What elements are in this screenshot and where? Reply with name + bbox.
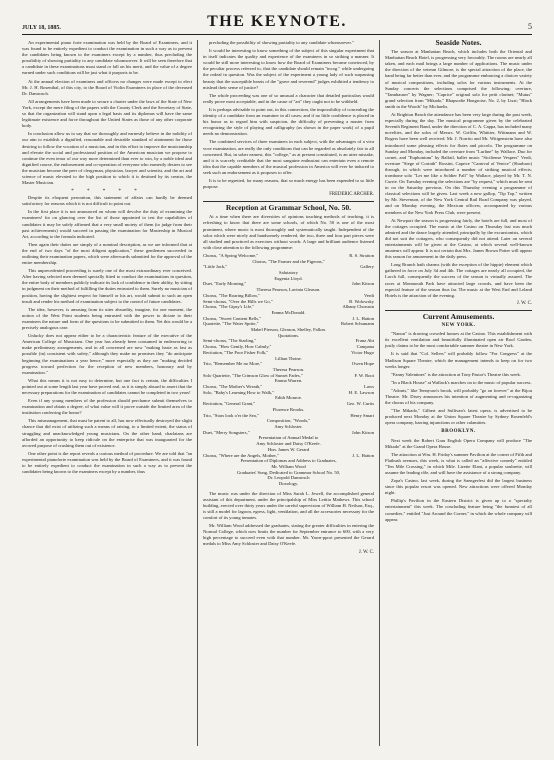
paragraph: "In a Black House" at Wallack's marches on to the music of popular success.: [391, 379, 532, 385]
paragraph: "The Mikado," Gilbert and Sullivan's latest opera, is advertised to be produced next Monday at the Union Square Theatre by Sydney Rosenfeld's opera company, barring injunctions or other calamities.: [385, 408, 532, 426]
programme-row: Mr. William Wood: [271, 463, 306, 469]
paragraph: The idea, however, is amusing from its utter absurdity, imagine, for one moment, the notion of the West Point students being entrusted with the power to dictate to their examiners the nature and form of the questions to be submitted to them. Yet this would be a precisely analogous case.: [22, 306, 192, 331]
paragraph: One other point is the report reveals a curious method of procedure. We are told that "an experimental pianoforte examination was held by the Board of Examiners, and it was found to be entirely expedient to conduct the examination in such a way as to prevent the candidates being known to the examiners except by a number, thus: [22, 450, 192, 475]
paragraph: Phillip's Pavilion in the Eastern District is given up to a "specialty entertainment" this week. The concluding feature being "the funniest of all comedies," entitled "Just Around the Corner," in which the whole company will appear.: [385, 498, 532, 522]
paragraph: At Brighton Beach the attendance has been very large during the past week, especially during the day. The musical programme given by the celebrated Seventh Regiment Band, under the direction of C. A. Cappa, has included many novelties, and the solos of Messrs. W. Griffin, Whittier, Wittmann and W. Rogers have been well received. Mr. J. Norrito and Mr. Wittgenstein have also introduced some pleasing effects for flutes and piccolo. The programme on Sunday and Monday, included the overture from "Lurline" by Wallace, Duo for cornet, and "Euphonium" by Balfail, ballet music "Siciliense Vespers" Verdi, overture "Siege of Corinth" Rossini, Caprice "Carnival of Venice" (Sbarbaro) through, in which were introduced a number of striking musical effects; trombone solo "Let me like a Soldier Fall" by Wallace, played by Mr. T. N. Currie. On Tuesday evening the selections are "by request," which must be sent in on the Saturday previous. On this Thursday evening a programme of classical selections will be given. Last week a new gallop, "Tip Top," written by Mr. Stevenson, of the New York Central Rail Road Company was played, and on Monday evening, the Mexican officers, accompanied by various members of the New York Press Club, were present.: [385, 112, 532, 215]
programme-item: Duet, "Early Morning,": [203, 281, 247, 287]
programme-item: "Little Jack,": [203, 264, 228, 270]
programme-item: Semi-chorus, "The Starling,": [203, 338, 257, 344]
programme-row: Composition, "Woods,": [266, 418, 311, 424]
paragraph: At Newport the season is progressing fairly, the hotels are full, and most of the cottages occupied. The music at the Casino on Thursday last was much admired and the dance largely attended, principally by the excursionists, which did not suit the cottagers, who consequently did not attend. Later on several entertainments will be given at the Casino, at which several well-known amateurs will appear. It is not certain that Mrs. James Brown Potter will appear this season for amusement in the daily press.: [385, 217, 532, 260]
programme-composer: Gallery: [360, 264, 374, 270]
programme-composer: F. W. Root: [354, 372, 374, 378]
programme-item: Quartette, "The Water Sprite,": [203, 321, 259, 327]
section-divider-stars: * * * * *: [71, 189, 143, 195]
programme-composer: Geo. W. Curtis: [346, 401, 374, 407]
programme-row: Doxology.: [278, 481, 299, 487]
programme-row: Emma Warren.: [274, 378, 303, 384]
programme-composer: J. L. Hatton: [352, 452, 374, 458]
programme-row: Hon. James W. Gerard: [267, 446, 310, 452]
new-york-paragraphs: [385, 331, 532, 426]
programme-item: Chorus, "Sweet Content Bells,": [203, 315, 261, 321]
programme-row: Chorus, "The Farmer and the Pigeons,": [252, 258, 325, 264]
programme-row: Emma McDonald.: [271, 309, 306, 315]
programme-row: Mabel Pierson, Gleason, Shelley, Fallon.: [251, 327, 326, 333]
programme-row: Theresa Pearson.: [272, 366, 305, 372]
column-2: [197, 40, 379, 746]
article-signature: FREDERIC ARCHER.: [329, 192, 374, 198]
programme-row: Theresa Pearson, Lavinia Gleason.: [256, 287, 321, 293]
paragraph: All arrangements have been made to secure a charter under the laws of the State of New York, except the mere filing of the papers with the County Clerk and the Secretary of State, so that the organization will stand upon a legal basis and its diplomas will have the same legitimate existence and force throughout the United States as those of any other corporate body.: [22, 98, 192, 129]
paragraph: Despite its eloquent peroration, this statement of affairs can hardly be deemed satisfactory for reasons which it is not difficult to point out.: [22, 195, 192, 207]
programme-row: Edith Monroe.: [275, 395, 302, 401]
programme-item: Chorus, "The Mother's Wreath,": [203, 384, 263, 390]
paragraph: The season at Manhattan Beach, which includes both the Oriental and Manhattan Beach Hotel, is progressing very favorably. The rooms are nearly all taken, and each mail brings a large number of applications. The music under the direction of the veteran Gilmore, is the special attraction of the place, the band being far better than ever, and the programme embracing a choicer variety of musical compositions, including solos for various instruments. At the Sunday concerts the selections comprised the following: overture, "Tannhauser" by Wagner; "Caprice" original solo for petit clarinet; "Mutus" grand selection from "Mikado," Rhapsodie Hongroise, No. 2, by Liszt; "Black smith in the Woods" by Michaelis.: [385, 49, 532, 109]
programme-composer: Robert Schumann: [340, 321, 374, 327]
paragraph: The attraction at Wm. H. Friday's summer Pavilion at the corner of Fifth and Flatbush avenues, this week, is what is called an "affective comedy" entitled "Ten Mile Crossing," in which Mile. Lizette Elani, a popular soubrette, will assume the leading rôle, and will have the assistance of a strong company.: [385, 451, 532, 475]
paragraph: precluding the possibility of showing partiality to any candidate whomsoever.": [209, 40, 354, 45]
programme-item: Solo Quartette, "The Crimson Glow of Sunset Fades,": [203, 372, 303, 378]
programme-composer: H. E. Lawson: [348, 389, 374, 395]
column-3: [379, 40, 532, 746]
programme-row: Graduates' Song, Dedicated to Grammar School No. 50,: [236, 469, 341, 475]
brooklyn-paragraphs: [385, 438, 532, 523]
paragraph: It is to be regretted, for many reasons, that so much energy has been expended to so little purpose.: [203, 177, 374, 190]
paragraph: What this means it is not easy to determine, but one fact is certain, the difficulties I pointed out at some length last year have proved real, as it is simply absurd to assert that the necessary preparations for the examination of candidates cannot be completed in two years!: [22, 377, 192, 395]
reception-intro: At a time when there are diversities of opinions touching methods of teaching, it is refreshing to know that there are some schools, of which No. 50 is one of the most prominent, where music is most thoroughly and systematically taught. Independent of the solos which were nicely and handsomely rendered, the two, three and four part pieces were all studied and practiced as exercises without words. A large and brilliant audience listened with close attention to the following programme:: [203, 214, 374, 250]
programme-row: Amy Schloster and Daisy O'Keefe.: [256, 441, 321, 447]
article-heading-amusements: Current Amusements.: [385, 310, 532, 320]
paragraph: In the first place it is not announced on whom will devolve the duty of examining the examiners! for on glancing over the list of those appointed to test the capabilities of candidates it may be safely affirmed that a very small moiety of them (to judge from their past achievements) would succeed in passing the examination for Mastership in Musical Art, according to the formula indicated.: [22, 209, 192, 239]
paragraph: Long Branch hath charms (with the exception of the hippie) element which gathered in force on July 3d and 4th. The cottages are nearly all occupied, the Lorch full, consequently the success of the season is virtually assured. The races at Monmouth Park have attracted large crowds, and have been the especial feature of the season thus far. The music at the West End and Leland Hotels is the attraction of the evening.: [385, 262, 532, 298]
programme-row: Amy Schloster.: [274, 424, 303, 429]
paragraph: This mismanagement, that must be patent to all, has now effectually destroyed the slight chance that did exist of utilizing such a means of raising, to a limited extent, the status of struggling and unacknowledged young musicians. On the other hand, charlatans are afforded an opportunity to keep ridicule on the enterprise that was inaugurated for the avowed purpose of crushing them out of existence.: [22, 418, 192, 448]
programme-composer: Owen Hope: [351, 361, 374, 367]
programme-item: Chorus, "The Roaring Billow,": [203, 292, 260, 298]
paragraph: "Fanny Valentines" is the attraction at Tony Pastor's Theatre this week.: [391, 371, 521, 377]
article-heading-reception: Reception at Grammar School, No. 50.: [203, 201, 374, 211]
programme-item: Chorus, "A Spring Welcome,": [203, 252, 259, 258]
programme-row: Presentation of Diplomas and Address to Graduates,: [240, 458, 337, 464]
paragraph: The music was under the direction of Miss Sarah L. Jewell, the accomplished general assistant of this department, under the principalship of Miss Letitia Mathews. This school building, erected over thirty years under the careful supervision of William H. Neilson, Esq., is still a model for lagoon, egress, light, ventilation, and all the accessories necessary for the comfort of its young inmates.: [203, 490, 374, 521]
programme-item: Duet, "Merry Songsters,": [203, 429, 250, 435]
reception-signature: J. W. C.: [358, 549, 374, 555]
programme-composer: Victor Hugo: [351, 349, 374, 355]
paragraph: "Nanon" is drawing crowded houses at the Casino. This establishment with its excellent ventilation and beautifully illuminated open air Roof Garden, justly claims to be the most comfortable summer theatre in New York.: [385, 331, 532, 349]
programme-row: [203, 253, 374, 259]
paragraph: An experimental piano forte examination was held by the Board of Examiners, and it was found to be entirely expedient to conduct the examination in such a way as to prevent the candidates being known to the examiners except by a number, thus precluding the possibility of showing partiality to any candidate whomsoever. It will be seen therefore that a candidate in these examinations must stand or fall on his merit, and the value of a degree earned under such conditions will be just what it purports to be.: [22, 40, 192, 76]
programme-item: Trio, "Stars look o'er the Sea,": [203, 412, 259, 418]
paragraph: Then again their duties are simply of a nominal description, as we are informed that at the end of two days "of the most diligent application," these gentlemen succeeded in outlining their examination papers, which were afterwards submitted for the approval of the entire membership.: [22, 241, 192, 266]
paragraph: It would be interesting to know something of the subject of this singular experiment that in itself indicates the quality and experience of the examiners in so striking a manner. It would be still more interesting to know how the Board of Examiners became convinced, by the peculiar process referred to, that the candidate should remain "incog." while undergoing the ordeal in question. Was the subject of the experiment a young lady of such surpassing beauty that the susceptible hearts of the "grave and reverend" judges exhibited a tendency to mislead their sense of justice?: [203, 48, 374, 90]
programme-composer: John Kitson: [351, 429, 374, 435]
paragraph: Mr. William Wood addressed the graduates, stating the greater difficulties in entering the Normal College, which now limits the number for September entrance to 600, with a very high percentage to succeed even with that number. Mr. Yawn-ppori presented the Gerard medals to Miss Amy Schloster and Daisy O'Keefe.: [203, 523, 374, 547]
paragraph: It is said that "Col. Sellers" will probably follow "For Congress" at the Madison Square Theatre, which the management intends to keep on for two weeks longer.: [385, 351, 532, 369]
programme-composer: Laws: [364, 384, 374, 390]
programme-composer: R. S. Stratton: [349, 252, 374, 258]
issue-date: JULY 18, 1885.: [22, 25, 61, 31]
programme-item: Trio, "Remember Me no More,": [203, 361, 263, 367]
paragraph: This unprecedented proceeding is surely one of the most extraordinary ever conceived. After having selected men deemed specially fitted to conduct the examinations in question, the entire body of members publicly indicate its lack of confidence in their ability, by sitting in judgment on their method of fulfilling the duties entrusted to them. Surely no musician of position, having the slightest respect for himself or his art, would submit to such an open insult and render his method of examination subject to the control of future candidates.: [22, 268, 192, 304]
programme-list: [203, 253, 374, 487]
paragraph: Zopa's Casino, last week, during the Saengerfest did the largest business since this popular resort was opened. New attractions were offered Monday night.: [385, 478, 532, 496]
seaside-signature: J. W. C.: [516, 300, 532, 306]
reception-closing-paragraphs: [203, 491, 374, 548]
programme-row: Salutatory: [279, 270, 298, 276]
masthead: [22, 6, 532, 35]
programme-row: Quotations.: [277, 332, 300, 338]
column-1-paragraphs: [22, 40, 192, 186]
programme-item: Recitation, "The Poor Fisher Folk,": [203, 349, 269, 355]
programme-row: Lillian Thrine.: [275, 355, 302, 361]
paragraph: "Adonis," like Tennyson's brook, will probably "go on forever" at the Bijou Theatre. Mr. Dixey announces his intention of augmenting and re-organizing the chorus of his company.: [385, 387, 532, 406]
programme-composer: Franz Abt: [355, 338, 374, 344]
paper-title: THE KEYNOTE.: [207, 13, 347, 30]
programme-item: Chorus, "How Gently, How Calmly,": [203, 344, 272, 350]
column-1: [22, 40, 197, 746]
programme-item: Chorus, "The Gipsy's Life,": [203, 304, 255, 310]
programme-item: Recitation, "General Grant,": [203, 401, 256, 407]
programme-item: Solo, "Baby's Learning How to Walk,": [203, 389, 275, 395]
paragraph: Next week the Robert Grau English Opera Company will produce "The Mikado" at the Grand Opera House.: [385, 437, 532, 449]
paragraph: In conclusion allow us to say that we thoroughly and earnestly believe in the nobility of our aim to establish a dignified, reasonable and desirable standard of attainment for those desiring to follow the vocation of a musician, and in this effort to improve the musicianship and elevate the social and professional position of the American musician we propose to continue the even tenor of our way more determined than ever to win, by a noble ideal and dignified course, the endorsement and co-operation of everyone who earnestly desires to see the musician become the peer of clergyman, physician, lawyer and scientist, and the art and science of music elevated to the high position to which it is destined by its creator, the Master Musician.: [22, 131, 192, 186]
programme-composer: Albany Chorusin: [342, 304, 374, 310]
programme-row: Eugenia Lloyd.: [274, 275, 303, 281]
column-2-paragraphs: [203, 40, 374, 190]
columns: [22, 40, 532, 746]
column-1-paragraphs-continued: [22, 195, 192, 475]
paragraph: The whole proceeding was one of so unusual a character that detailed particulars would really prove most acceptable, and in the cause of "art" they ought not to be withheld.: [203, 92, 374, 104]
programme-row: Dr. Leopold Damrosch: [267, 475, 310, 481]
seaside-paragraphs: [385, 49, 532, 299]
programme-composer: Henry Smart: [350, 412, 374, 418]
subhead-brooklyn: BROOKLYN.: [441, 429, 476, 435]
programme-composer: J. L. Hatton: [352, 315, 374, 321]
programme-row: Florence Brooks.: [272, 406, 305, 412]
paragraph: Even if any young members of the profession should perchance submit themselves to examination and obtain a degree, of what value will it prove outside the limited area of the institution conferring the honor?: [22, 398, 192, 416]
page-number: 5: [528, 22, 532, 31]
paragraph: Unlucky does not appear either to be a characteristic feature of the executive of the American College of Musicians. One year has already been consumed in endeavoring to make preliminary arrangements, and in all concerned are now "making haste as fast as possible (in) consistent with safety," although they make no promises they "do anticipate beginning the examinations a year hence," more especially as they are "making decided progress toward perfection for the reception of new members, honorary and by examination.": [22, 333, 192, 375]
programme-item: Semi-chorus, "Over the Hills we Go,": [203, 298, 273, 304]
paragraph: It is perhaps advisable to point out, in this connection, the impossibility of concealing the identity of a candidate from an examiner in all cases; and if no little confidence is placed in his honor as to regard him with suspicion, the difficulty of preventing a master from recognizing the style of playing and calligraphy (as shown in the paper work) of a pupil needs no demonstration.: [203, 106, 374, 137]
paragraph: The combined services of three examiners in each subject, with the advantages of a viva voce examination, are really the only conditions that can be regarded as absolutely fair to all concerned. But, in sober earnest, this "college," as at present constituted, is an utter mistake, and it is scarcely creditable that the most sanguine enthusiast can entertain even a remote idea that the capable members of the musical profession in America will ever be induced to seek such an endorsement as it proposes to offer.: [203, 139, 374, 175]
programme-composer: Campana: [356, 344, 374, 350]
subhead-new-york: NEW YORK.: [441, 323, 476, 329]
programme-composer: B. Wolowsky: [349, 298, 374, 304]
programme-item: Chorus, "Where are the Angels, Mother,": [203, 452, 279, 458]
programme-row: Presentation of Annual Medal to: [258, 435, 319, 441]
article-heading-seaside: Seaside Notes.: [435, 40, 482, 47]
programme-composer: Verdi: [364, 292, 374, 298]
paragraph: At the annual election of examiners and officers no changes were made except to elect Mr. J. H. Rosenthal, of this city, to the Board of Violin Examiners in place of the deceased Dr. Damrosch.: [22, 78, 192, 96]
programme-composer: John Kitson: [351, 281, 374, 287]
